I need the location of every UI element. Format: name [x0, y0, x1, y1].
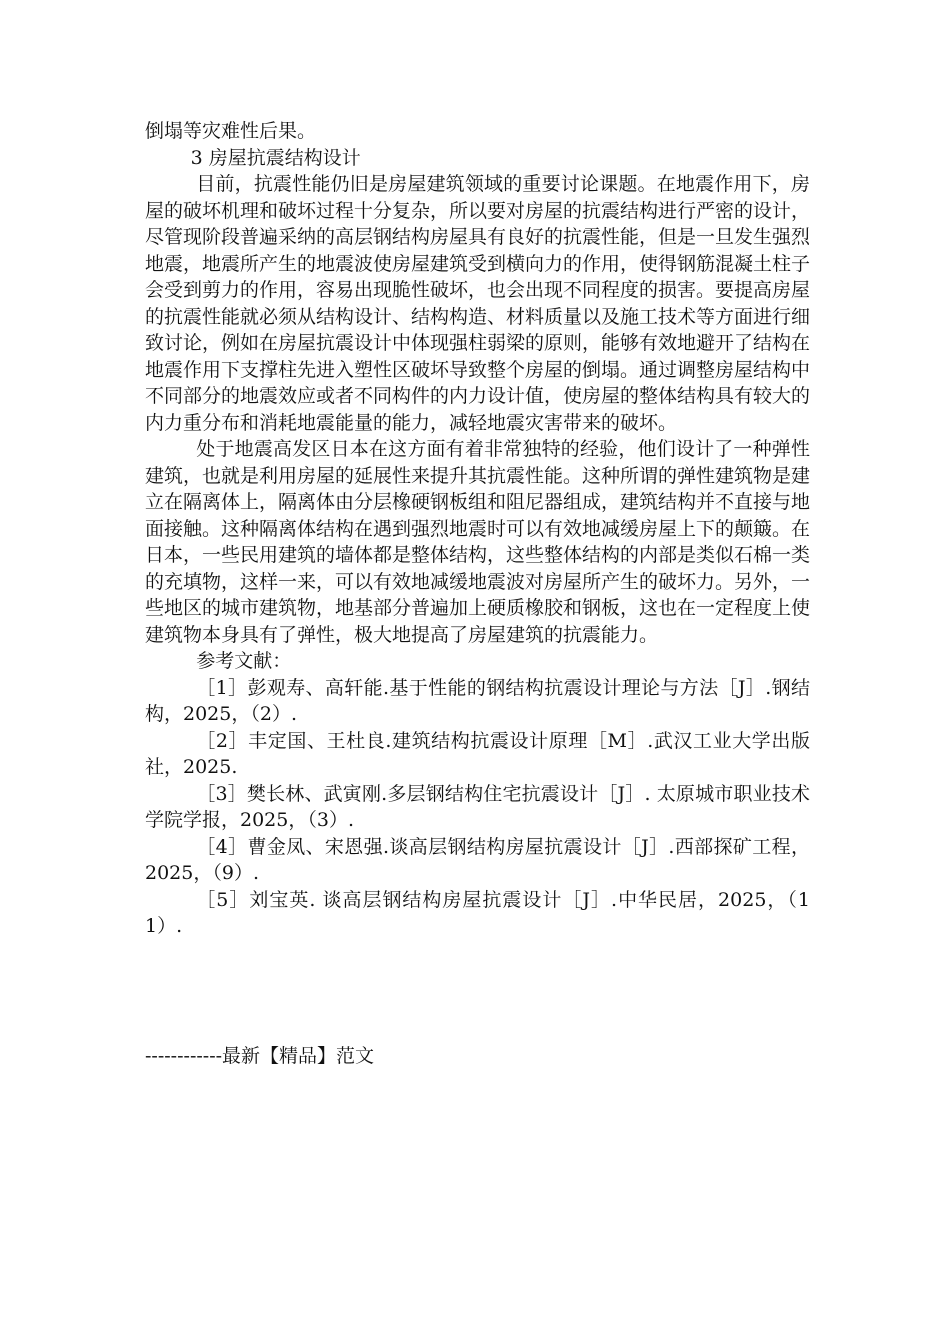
reference-item: ［2］丰定国、王杜良.建筑结构抗震设计原理［M］.武汉工业大学出版社，2025.: [145, 729, 810, 778]
reference-item: ［4］曹金凤、宋恩强.谈高层钢结构房屋抗震设计［J］.西部探矿工程，2025，（9）.: [145, 835, 810, 884]
body-paragraph: 处于地震高发区日本在这方面有着非常独特的经验，他们设计了一种弹性建筑，也就是利用房屋的延展性来提升其抗震性能。这种所谓的弹性建筑物是建立在隔离体上，隔离体由分层橡硬钢板组和阻尼器组成，建筑结构并不直接与地面接触。这种隔离体结构在遇到强烈地震时可以有效地减缓房屋上下的颠簸。在日本，一些民用建筑的墙体都是整体结构，这些整体结构的内部是类似石棉一类的充填物，这样一来，可以有效地减缓地震波对房屋所产生的破坏力。另外，一些地区的城市建筑物，地基部分普遍加上硬质橡胶和钢板，这也在一定程度上使建筑物本身具有了弹性，极大地提高了房屋建筑的抗震能力。: [145, 438, 811, 646]
section-heading: 3 房屋抗震结构设计: [190, 146, 361, 169]
reference-item: ［3］樊长林、武寅刚.多层钢结构住宅抗震设计［J］. 太原城市职业技术学院学报，2025，（3）.: [145, 782, 810, 831]
references-heading: 参考文献：: [196, 650, 292, 672]
body-paragraph: 目前，抗震性能仍旧是房屋建筑领域的重要讨论课题。在地震作用下，房屋的破坏机理和破坏过程十分复杂，所以要对房屋的抗震结构进行严密的设计，尽管现阶段普遍采纳的高层钢结构房屋具有良好的抗震性能，但是一旦发生强烈地震，地震所产生的地震波使房屋建筑受到横向力的作用，使得钢筋混凝土柱子会受到剪力的作用，容易出现脆性破坏，也会出现不同程度的损害。要提高房屋的抗震性能就必须从结构设计、结构构造、材料质量以及施工技术等方面进行细致讨论，例如在房屋抗震设计中体现强柱弱梁的原则，能够有效地避开了结构在地震作用下支撑柱先进入塑性区破坏导致整个房屋的倒塌。通过调整房屋结构中不同部分的地震效应或者不同构件的内力设计值，使房屋的整体结构具有较大的内力重分布和消耗地震能量的能力，减轻地震灾害带来的破坏。: [145, 173, 811, 434]
document-body: [145, 118, 810, 940]
footer-text: ------------最新【精品】范文: [145, 1045, 375, 1067]
reference-item: ［1］彭观寿、高轩能.基于性能的钢结构抗震设计理论与方法［J］.钢结构，2025，（2）.: [145, 676, 810, 725]
paragraph-continuation: 倒塌等灾难性后果。: [145, 120, 317, 142]
reference-item: ［5］刘宝英. 谈高层钢结构房屋抗震设计［J］.中华民居，2025，（11）.: [145, 888, 810, 937]
